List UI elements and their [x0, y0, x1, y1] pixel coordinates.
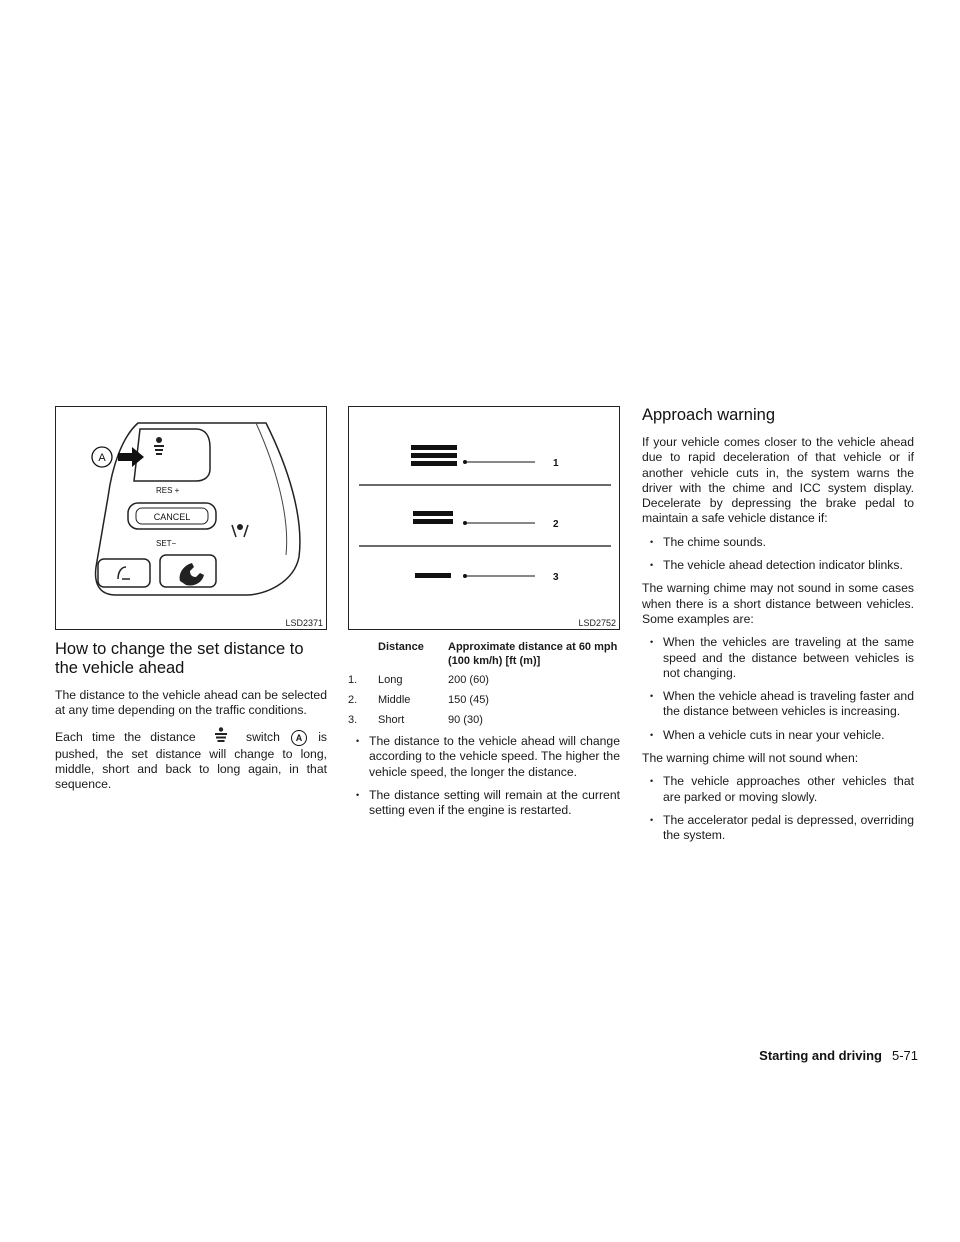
list-item: • The distance to the vehicle ahead will change according to the vehicle speed. The higher the vehicle speed, the longer the distance.: [348, 734, 620, 780]
distance-table: [348, 640, 620, 734]
res-label: RES +: [156, 486, 180, 495]
right-column: [642, 406, 914, 852]
table-row: [348, 674, 620, 694]
distance-middle-bars-icon: [413, 511, 453, 524]
section-heading: How to change the set distance to the vehicle ahead: [55, 640, 304, 677]
paragraph-text-b: switch: [245, 729, 280, 744]
paragraph-text-c: is pushed, the set distance will change to long, middle, short and back to long again, in that sequence.: [55, 729, 328, 792]
callout-a-label: A: [98, 452, 106, 464]
page-footer: [759, 1048, 918, 1063]
figure-number-3: 3: [553, 572, 559, 583]
list-item: • When the vehicles are traveling at the same speed and the distance between vehicles is not changing.: [642, 635, 914, 681]
section-heading: Approach warning: [642, 406, 775, 424]
left-column: [55, 406, 327, 793]
figure-code: LSD2371: [285, 618, 323, 628]
row-number: 3.: [348, 714, 358, 726]
row-value: 150 (45): [448, 694, 489, 706]
table-row: [348, 694, 620, 714]
table-header-row: [348, 640, 620, 674]
figure-number-2: 2: [553, 519, 559, 530]
chime-conditions-list: [642, 535, 914, 574]
list-item: • The distance setting will remain at the current setting even if the engine is restarted.: [348, 788, 620, 819]
list-item: • The accelerator pedal is depressed, overriding the system.: [642, 813, 914, 844]
header-distance: Distance: [378, 641, 424, 653]
examples-list: [642, 635, 914, 743]
row-value: 90 (30): [448, 714, 483, 726]
distance-setting-figure: [348, 406, 620, 630]
footer-section-title: Starting and driving: [759, 1048, 882, 1063]
steering-switch-figure: [55, 406, 327, 630]
row-label: Short: [378, 714, 405, 726]
table-row: [348, 714, 620, 734]
callout-a-inline: A: [291, 730, 307, 746]
row-label: Long: [378, 674, 403, 686]
figure-code: LSD2752: [578, 618, 616, 628]
list-item: • The chime sounds.: [642, 535, 914, 550]
distance-notes-list: [348, 734, 620, 818]
switch-paragraph: [55, 727, 327, 793]
row-number: 1.: [348, 674, 358, 686]
list-item: • The vehicle approaches other vehicles that are parked or moving slowly.: [642, 774, 914, 805]
list-item: • The vehicle ahead detection indicator blinks.: [642, 558, 914, 573]
steering-switch-illustration: [56, 407, 326, 629]
distance-short-bar-icon: [415, 573, 451, 578]
row-label: Middle: [378, 694, 411, 706]
figure-number-1: 1: [553, 458, 559, 469]
approach-paragraph: If your vehicle comes closer to the vehicle ahead due to rapid deceleration of that vehicle or if another vehicle cuts in, the system warns the driver with the chime and ICC system display. Decelerate by depressing the brake pedal to maintain a safe vehicle distance if:: [642, 435, 914, 526]
chime-will-not-sound-paragraph: The warning chime will not sound when:: [642, 751, 859, 766]
intro-paragraph: The distance to the vehicle ahead can be selected at any time depending on the traffic conditions.: [55, 688, 327, 718]
paragraph-text-a: Each time the distance: [55, 729, 196, 744]
chime-may-not-sound-paragraph: The warning chime may not sound in some cases when there is a short distance between vehicles. Some examples are:: [642, 581, 914, 626]
no-chime-list: [642, 774, 914, 843]
cancel-label: CANCEL: [153, 512, 191, 522]
list-item: • When a vehicle cuts in near your vehicle.: [642, 728, 914, 743]
middle-column: [348, 406, 620, 826]
distance-bars-illustration: [349, 407, 619, 629]
header-approximate-distance: Approximate distance at 60 mph (100 km/h) [ft (m)]: [448, 641, 618, 667]
row-number: 2.: [348, 694, 358, 706]
distance-long-bars-icon: [411, 445, 457, 466]
distance-switch-inline-icon: [205, 727, 237, 747]
page-number: 5-71: [891, 1048, 918, 1063]
row-value: 200 (60): [448, 674, 489, 686]
list-item: • When the vehicle ahead is traveling faster and the distance between vehicles is increasing.: [642, 689, 914, 720]
set-label: SET−: [156, 539, 177, 548]
